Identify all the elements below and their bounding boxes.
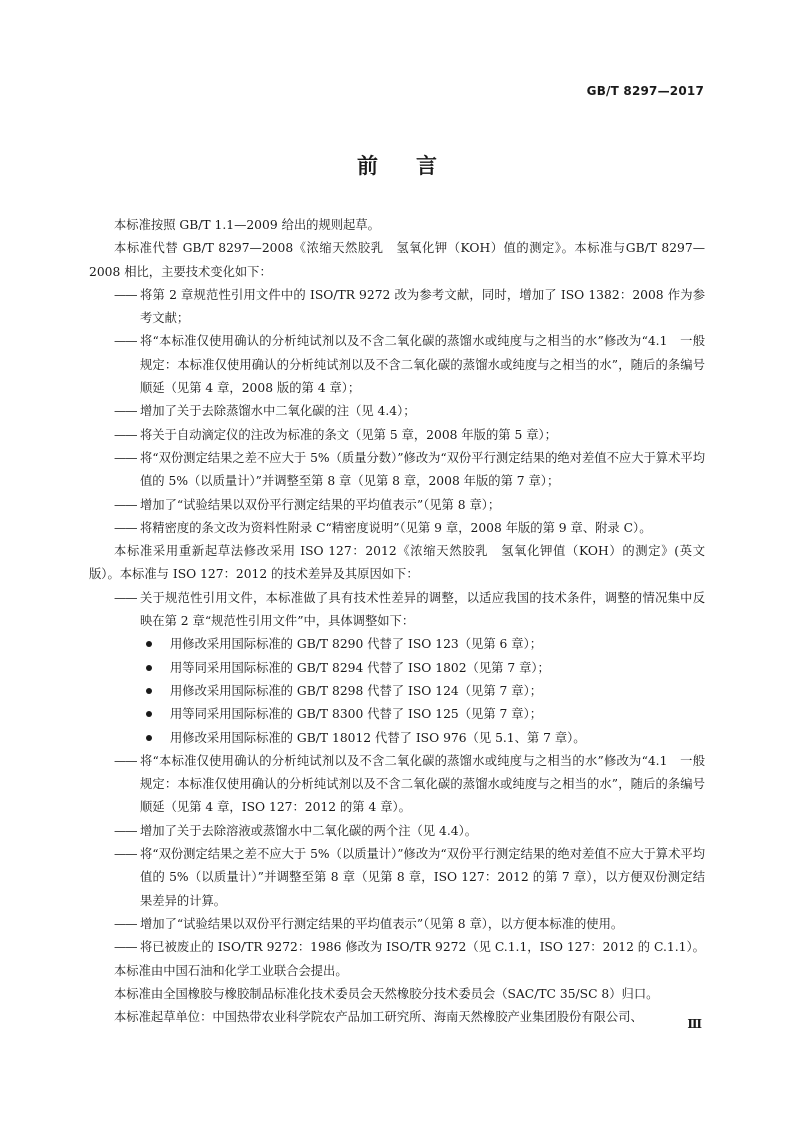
bullet-item	[89, 680, 705, 703]
change-text: 将“双份测定结果之差不应大于 5%（质量分数）”修改为“双份平行测定结果的绝对差值不应大于算术平均值的 5%（以质量计）”并调整至第 8 章（见第 8 章，2008 年版的第 7 章）；	[140, 450, 705, 489]
difference-text: 关于规范性引用文件，本标准做了具有技术性差异的调整，以适应我国的技术条件，调整的情况集中反映在第 2 章“规范性引用文件”中，具体调整如下：	[140, 590, 705, 629]
change-item	[89, 330, 705, 400]
bullet-dot-icon	[146, 641, 152, 647]
difference-item	[89, 587, 705, 634]
change-text: 增加了“试验结果以双份平行测定结果的平均值表示”（见第 8 章）；	[140, 497, 501, 512]
bullet-item	[89, 633, 705, 656]
dash-mark: ——	[114, 590, 137, 605]
paragraph-replaces: 本标准代替 GB/T 8297—2008《浓缩天然胶乳 氢氧化钾（KOH）值的测定》。本标准与GB/T 8297—2008 相比，主要技术变化如下：	[89, 241, 705, 279]
bullet-dot-icon	[146, 711, 152, 717]
change-text: 将精密度的条文改为资料性附录 C“精密度说明”（见第 9 章，2008 年版的第 9 章、附录 C）。	[140, 520, 652, 535]
paragraph-administrator: 本标准由全国橡胶与橡胶制品标准化技术委员会天然橡胶分技术委员会（SAC/TC 35/SC 8）归口。	[114, 986, 659, 1001]
dash-mark: ——	[114, 520, 137, 535]
bullet-text: 用修改采用国际标准的 GB/T 18012 代替了 ISO 976（见 5.1、第 7 章）。	[170, 730, 586, 745]
bullet-dot-icon	[146, 735, 152, 741]
dash-mark: ——	[114, 450, 137, 465]
dash-mark: ——	[114, 334, 137, 349]
change-item	[89, 447, 705, 494]
bullet-text: 用等同采用国际标准的 GB/T 8294 代替了 ISO 1802（见第 7 章）；	[170, 660, 550, 675]
page-number: Ⅲ	[687, 1017, 702, 1031]
dash-mark: ——	[114, 823, 137, 838]
difference-item	[89, 820, 705, 843]
change-item	[89, 424, 705, 447]
change-item	[89, 517, 705, 540]
bullet-text: 用等同采用国际标准的 GB/T 8300 代替了 ISO 125（见第 7 章）；	[170, 707, 543, 722]
bullet-dot-icon	[146, 688, 152, 694]
bullet-dot-icon	[146, 665, 152, 671]
paragraph-drafting-units: 本标准起草单位：中国热带农业科学院农产品加工研究所、海南天然橡胶产业集团股份有限公司、	[114, 1010, 643, 1025]
change-item	[89, 494, 705, 517]
change-item	[89, 400, 705, 423]
bullet-item	[89, 657, 705, 680]
difference-text: 将“双份测定结果之差不应大于 5%（以质量计）”修改为“双份平行测定结果的绝对差值不应大于算术平均值的 5%（以质量计）”并调整至第 8 章（见第 8 章，ISO 127：2012 的第 7 章），以方便双份测定结果差异的计算。	[140, 847, 705, 908]
standard-code: GB/T 8297—2017	[586, 84, 704, 98]
difference-text: 将“本标准仅使用确认的分析纯试剂以及不含二氧化碳的蒸馏水或纯度与之相当的水”修改为“4.1 一般规定：本标准仅使用确认的分析纯试剂以及不含二氧化碳的蒸馏水或纯度与之相当的水”，随后的条编号顺延（见第 4 章，ISO 127：2012 的第 4 章）。	[140, 753, 705, 815]
dash-mark: ——	[114, 916, 137, 931]
difference-text: 增加了“试验结果以双份平行测定结果的平均值表示”（见第 8 章），以方便本标准的使用。	[140, 916, 624, 931]
dash-mark: ——	[114, 404, 137, 419]
page-title	[0, 150, 794, 180]
paragraph-drafting-rules: 本标准按照 GB/T 1.1—2009 给出的规则起草。	[114, 218, 380, 232]
difference-item	[89, 913, 705, 936]
dash-mark: ——	[114, 940, 137, 955]
foreword-body	[89, 214, 705, 1029]
difference-item	[89, 936, 705, 959]
bullet-text: 用修改采用国际标准的 GB/T 8298 代替了 ISO 124（见第 7 章）；	[170, 683, 543, 698]
title-char-1: 前	[357, 154, 378, 178]
difference-text: 将已被废止的 ISO/TR 9272：1986 修改为 ISO/TR 9272（见 C.1.1，ISO 127：2012 的 C.1.1）。	[140, 940, 705, 955]
title-char-2: 言	[416, 154, 437, 178]
paragraph-iso-adoption: 本标准采用重新起草法修改采用 ISO 127：2012《浓缩天然胶乳 氢氧化钾值（KOH）的测定》(英文版）。本标准与 ISO 127：2012 的技术差异及其原因如下：	[89, 544, 705, 582]
dash-mark: ——	[114, 847, 137, 862]
dash-mark: ——	[114, 753, 137, 768]
paragraph-proposer: 本标准由中国石油和化学工业联合会提出。	[114, 963, 348, 978]
change-text: 将第 2 章规范性引用文件中的 ISO/TR 9272 改为参考文献，同时，增加了 ISO 1382：2008 作为参考文献；	[140, 287, 705, 326]
bullet-item	[89, 727, 705, 750]
bullet-item	[89, 703, 705, 726]
difference-item	[89, 843, 705, 913]
difference-item	[89, 750, 705, 820]
dash-mark: ——	[114, 497, 137, 512]
change-text: 将“本标准仅使用确认的分析纯试剂以及不含二氧化碳的蒸馏水或纯度与之相当的水”修改为“4.1 一般规定：本标准仅使用确认的分析纯试剂以及不含二氧化碳的蒸馏水或纯度与之相当的水”，随后的条编号顺延（见第 4 章，2008 版的第 4 章）；	[140, 334, 705, 396]
change-text: 将关于自动滴定仪的注改为标准的条文（见第 5 章，2008 年版的第 5 章）；	[140, 427, 557, 442]
change-text: 增加了关于去除蒸馏水中二氧化碳的注（见 4.4）；	[140, 404, 416, 419]
change-item	[89, 284, 705, 331]
dash-mark: ——	[114, 287, 137, 302]
bullet-text: 用修改采用国际标准的 GB/T 8290 代替了 ISO 123（见第 6 章）；	[170, 637, 543, 652]
difference-text: 增加了关于去除溶液或蒸馏水中二氧化碳的两个注（见 4.4）。	[140, 823, 478, 838]
dash-mark: ——	[114, 427, 137, 442]
